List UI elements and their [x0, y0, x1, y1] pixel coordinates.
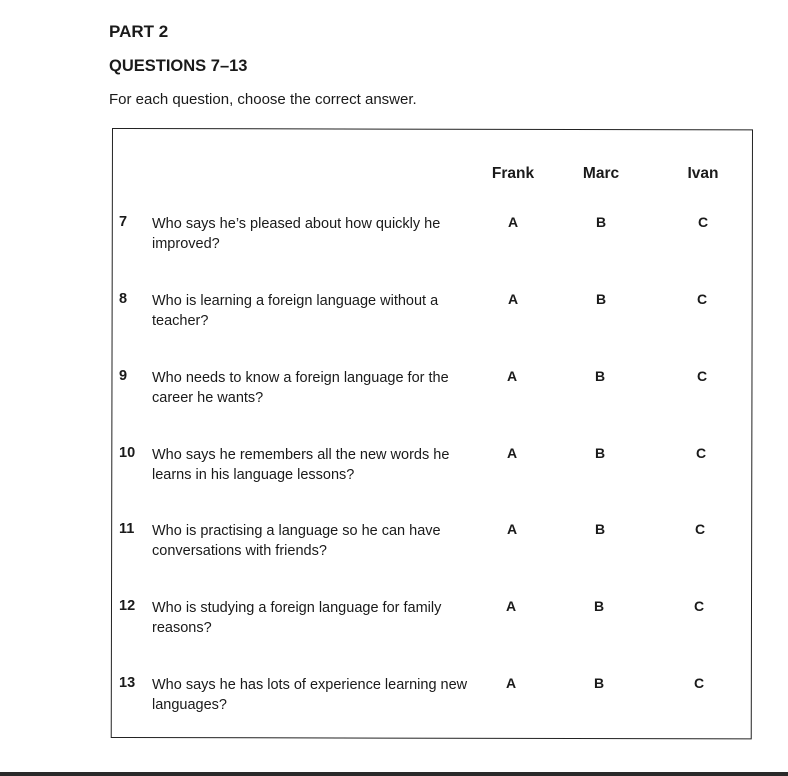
- answer-option-b[interactable]: B: [593, 598, 605, 614]
- answer-option-c[interactable]: C: [697, 214, 709, 230]
- answer-option-a[interactable]: A: [507, 291, 519, 307]
- question-number: 12: [119, 598, 136, 614]
- question-number: 11: [119, 521, 135, 537]
- answer-option-b[interactable]: B: [594, 521, 606, 537]
- question-row-13: [0, 675, 788, 725]
- answer-option-a[interactable]: A: [506, 521, 518, 537]
- question-text: Who is learning a foreign language without a teacher?: [152, 293, 439, 329]
- answer-option-b[interactable]: B: [595, 291, 607, 307]
- answer-option-c[interactable]: C: [695, 445, 707, 461]
- question-number: 9: [119, 368, 128, 384]
- answer-option-a[interactable]: A: [506, 368, 518, 384]
- answer-option-a[interactable]: A: [505, 598, 517, 614]
- questions-range-heading: QUESTIONS 7–13: [109, 57, 248, 75]
- answer-option-c[interactable]: C: [693, 675, 705, 691]
- question-number: 8: [119, 291, 128, 307]
- question-row-12: [0, 598, 788, 648]
- question-row-8: [0, 291, 788, 341]
- question-row-10: [0, 445, 788, 495]
- question-text: Who is practising a language so he can have conversations with friends?: [152, 523, 441, 559]
- answer-option-b[interactable]: B: [594, 445, 606, 461]
- question-number: 13: [119, 675, 136, 691]
- question-text: Who needs to know a foreign language for the career he wants?: [152, 370, 449, 406]
- column-header-frank: Frank: [491, 165, 535, 182]
- part-heading: PART 2: [109, 22, 169, 41]
- instruction-text: For each question, choose the correct answer.: [109, 91, 417, 108]
- question-number: 7: [119, 214, 128, 230]
- question-text: Who says he’s pleased about how quickly he improved?: [152, 216, 441, 252]
- answer-option-a[interactable]: A: [507, 214, 519, 230]
- question-number: 10: [119, 445, 136, 461]
- column-header-marc: Marc: [582, 165, 620, 182]
- answer-option-c[interactable]: C: [693, 598, 705, 614]
- question-row-9: [0, 368, 788, 418]
- answer-option-c[interactable]: C: [696, 368, 708, 384]
- question-text: Who says he remembers all the new words he learns in his language lessons?: [152, 447, 450, 483]
- answer-option-a[interactable]: A: [506, 445, 518, 461]
- question-text: Who says he has lots of experience learning new languages?: [152, 677, 468, 713]
- answer-option-c[interactable]: C: [696, 291, 708, 307]
- answer-option-c[interactable]: C: [694, 521, 706, 537]
- answer-option-b[interactable]: B: [593, 675, 605, 691]
- question-row-7: [0, 214, 788, 264]
- answer-option-b[interactable]: B: [595, 214, 607, 230]
- answer-option-a[interactable]: A: [505, 675, 517, 691]
- answer-option-b[interactable]: B: [594, 368, 606, 384]
- column-header-ivan: Ivan: [687, 165, 719, 182]
- page-edge-divider: [0, 772, 788, 776]
- question-text: Who is studying a foreign language for family reasons?: [152, 600, 442, 636]
- question-row-11: [0, 521, 788, 571]
